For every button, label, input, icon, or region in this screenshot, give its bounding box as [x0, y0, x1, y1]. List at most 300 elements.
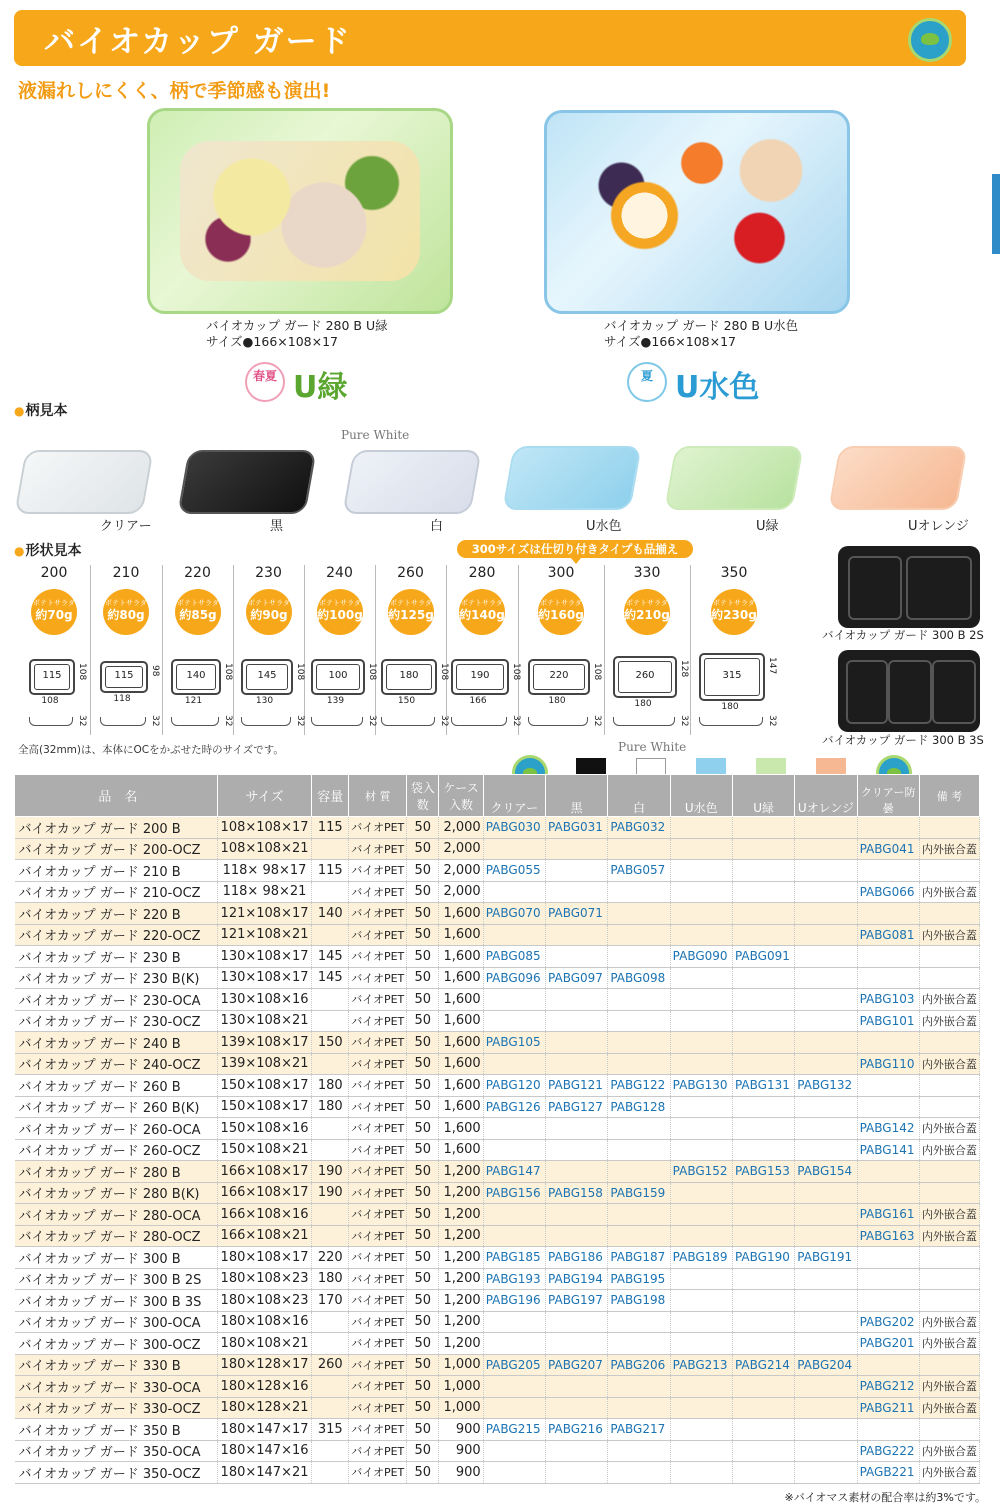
product-name-cell: バイオカップ ガード 330-OCA [15, 1376, 218, 1398]
capacity-value: 約80g [107, 608, 145, 622]
case-qty-cell: 1,000 [439, 1354, 483, 1376]
product-code-cell: PABG201 [857, 1333, 919, 1355]
table-row [15, 1440, 980, 1462]
capacity-value: 約70g [35, 608, 73, 622]
size-cell: 180×108×21 [217, 1333, 312, 1355]
product-code-cell [795, 1096, 857, 1118]
season-icon: 夏 [627, 362, 667, 402]
shape-size: 350 [720, 565, 748, 581]
shape-section-title [14, 540, 81, 560]
size-cell: 130×108×17 [217, 967, 312, 989]
inner-dimension: 145 [246, 664, 288, 690]
size-cell: 121×108×17 [217, 903, 312, 925]
salad-food-image [180, 141, 420, 281]
section-label: 形状見本 [25, 543, 82, 559]
product-code-cell [670, 838, 732, 860]
product-code-cell [670, 1096, 732, 1118]
product-code-cell [857, 903, 919, 925]
product-code-cell [546, 1397, 608, 1419]
product-name: バイオカップ ガード 280 B U水色 [604, 318, 799, 333]
product-code-cell [670, 881, 732, 903]
top-view-outline [381, 659, 437, 695]
table-row [15, 924, 980, 946]
product-code-cell: PABG122 [608, 1075, 670, 1097]
capacity-badge [31, 589, 77, 635]
product-code-cell [732, 1182, 794, 1204]
inner-dimension: 220 [533, 664, 585, 690]
pattern-label: U水色 [586, 519, 622, 534]
product-code-cell: PABG126 [483, 1096, 545, 1118]
product-code-cell: PABG128 [608, 1096, 670, 1118]
case-qty-cell: 1,600 [439, 1053, 483, 1075]
case-qty-cell: 1,200 [439, 1290, 483, 1312]
capacity-cell [312, 1397, 349, 1419]
product-name-cell: バイオカップ ガード 260-OCA [15, 1118, 218, 1140]
size-cell: 166×108×16 [217, 1204, 312, 1226]
table-row [15, 1010, 980, 1032]
top-view-outline [241, 659, 293, 695]
product-code-cell [483, 1225, 545, 1247]
material-cell: バイオPET [349, 1354, 407, 1376]
note-cell [919, 1032, 979, 1054]
product-name-cell: バイオカップ ガード 300 B 2S [15, 1268, 218, 1290]
capacity-cell [312, 924, 349, 946]
sample-u-orange [826, 436, 966, 516]
size-cell: 180×128×17 [217, 1354, 312, 1376]
product-code-cell [732, 881, 794, 903]
size-cell: 180×147×16 [217, 1440, 312, 1462]
table-row [15, 989, 980, 1011]
depth-dimension: 32 [77, 715, 87, 727]
product-code-cell [857, 946, 919, 968]
product-code-cell: PABG189 [670, 1247, 732, 1269]
case-qty-cell: 1,600 [439, 903, 483, 925]
product-code-cell [670, 1053, 732, 1075]
product-code-cell: PABG085 [483, 946, 545, 968]
size-cell: 180×108×23 [217, 1268, 312, 1290]
product-code-cell [670, 1311, 732, 1333]
product-code-cell [857, 967, 919, 989]
product-code-cell [732, 1096, 794, 1118]
material-cell: バイオPET [349, 1225, 407, 1247]
table-row [15, 1290, 980, 1312]
bag-qty-cell: 50 [407, 1354, 439, 1376]
product-code-cell [608, 1462, 670, 1484]
sample-black [175, 440, 315, 520]
product-name-cell: バイオカップ ガード 350-OCA [15, 1440, 218, 1462]
product-code-cell [546, 1333, 608, 1355]
product-code-cell [795, 1333, 857, 1355]
note-cell: 内外嵌合蓋 [919, 1462, 979, 1484]
product-code-cell [670, 1397, 732, 1419]
bag-qty-cell: 50 [407, 1268, 439, 1290]
table-row [15, 1462, 980, 1484]
product-code-cell [670, 1204, 732, 1226]
material-cell: バイオPET [349, 1204, 407, 1226]
product-code-cell: PABG030 [483, 817, 545, 839]
product-name-cell: バイオカップ ガード 200-OCZ [15, 838, 218, 860]
product-code-cell [857, 1096, 919, 1118]
material-cell: バイオPET [349, 1161, 407, 1183]
col-clear: クリアー [483, 775, 545, 817]
capacity-value: 約85g [179, 608, 217, 622]
width-dimension: 118 [113, 694, 131, 704]
case-qty-cell: 1,000 [439, 1397, 483, 1419]
product-code-cell: PABG132 [795, 1075, 857, 1097]
product-code-cell: PABG096 [483, 967, 545, 989]
product-code-cell: PABG197 [546, 1290, 608, 1312]
top-view-outline [699, 653, 765, 701]
shape-sample-240 [304, 565, 376, 735]
capacity-badge [103, 589, 149, 635]
note-cell: 内外嵌合蓋 [919, 838, 979, 860]
note-cell: 内外嵌合蓋 [919, 1440, 979, 1462]
product-code-cell: PABG097 [546, 967, 608, 989]
product-code-cell [795, 1311, 857, 1333]
note-cell: 内外嵌合蓋 [919, 1311, 979, 1333]
product-code-cell [608, 1161, 670, 1183]
product-code-cell: PABG215 [483, 1419, 545, 1441]
product-code-cell [483, 1376, 545, 1398]
shape-sample-330 [604, 565, 691, 735]
height-dimension: 108 [592, 663, 602, 681]
case-qty-cell: 2,000 [439, 838, 483, 860]
product-code-cell [732, 989, 794, 1011]
case-qty-cell: 1,600 [439, 946, 483, 968]
size-cell: 166×108×17 [217, 1182, 312, 1204]
product-code-cell [608, 1010, 670, 1032]
depth-dimension: 32 [679, 715, 689, 727]
product-photo-blue [544, 110, 850, 314]
product-code-cell [546, 1139, 608, 1161]
capacity-value: 約210g [624, 608, 670, 622]
product-code-cell [795, 1032, 857, 1054]
capacity-food: ポテトサラダ [105, 599, 147, 607]
product-code-cell [608, 1311, 670, 1333]
bag-qty-cell: 50 [407, 817, 439, 839]
capacity-cell [312, 1440, 349, 1462]
product-name-cell: バイオカップ ガード 230 B [15, 946, 218, 968]
capacity-value: 約160g [538, 608, 584, 622]
product-code-cell: PABG090 [670, 946, 732, 968]
inner-dimension: 190 [456, 664, 504, 690]
capacity-cell: 315 [312, 1419, 349, 1441]
product-code-cell [857, 1354, 919, 1376]
product-code-cell: PABG032 [608, 817, 670, 839]
bag-qty-cell: 50 [407, 1010, 439, 1032]
case-qty-cell: 2,000 [439, 881, 483, 903]
product-code-cell [732, 1053, 794, 1075]
size-cell: 150×108×21 [217, 1139, 312, 1161]
size-cell: 139×108×21 [217, 1053, 312, 1075]
product-code-cell [670, 1032, 732, 1054]
capacity-cell: 220 [312, 1247, 349, 1269]
shape-size: 240 [326, 565, 353, 581]
height-dimension: 108 [511, 663, 521, 681]
product-code-cell: PABG206 [608, 1354, 670, 1376]
pattern-label: Uオレンジ [908, 519, 969, 534]
product-name-cell: バイオカップ ガード 280-OCZ [15, 1225, 218, 1247]
pattern-section-title [14, 400, 67, 420]
material-cell: バイオPET [349, 1139, 407, 1161]
capacity-cell [312, 1225, 349, 1247]
product-code-cell [608, 1053, 670, 1075]
product-code-cell [795, 1397, 857, 1419]
product-code-cell: PABG190 [732, 1247, 794, 1269]
capacity-food: ポテトサラダ [33, 599, 75, 607]
product-code-cell: PABG213 [670, 1354, 732, 1376]
product-code-cell: PABG110 [857, 1053, 919, 1075]
case-qty-cell: 900 [439, 1462, 483, 1484]
bag-qty-cell: 50 [407, 1118, 439, 1140]
product-code-cell: PABG212 [857, 1376, 919, 1398]
product-code-cell [795, 838, 857, 860]
width-dimension: 180 [721, 702, 739, 712]
width-dimension: 121 [184, 696, 203, 706]
product-code-cell: PABG057 [608, 860, 670, 882]
shape-sample-280 [446, 565, 519, 735]
product-code-cell [795, 1204, 857, 1226]
table-row [15, 838, 980, 860]
capacity-badge [624, 589, 670, 635]
material-cell: バイオPET [349, 1075, 407, 1097]
side-view-outline [29, 717, 73, 726]
product-code-cell: PABG031 [546, 817, 608, 839]
shape-size: 330 [633, 565, 661, 581]
pattern-label: U緑 [756, 519, 779, 534]
product-code-cell [732, 1290, 794, 1312]
product-code-cell [795, 1419, 857, 1441]
product-code-cell [546, 1225, 608, 1247]
product-code-cell [795, 1182, 857, 1204]
material-cell: バイオPET [349, 903, 407, 925]
side-view-outline [171, 717, 219, 726]
vegetable-food-image [587, 133, 817, 283]
shape-sample-230 [233, 565, 305, 735]
product-name-cell: バイオカップ ガード 200 B [15, 817, 218, 839]
product-code-cell: PABG091 [732, 946, 794, 968]
product-code-cell: PABG142 [857, 1118, 919, 1140]
side-tab [992, 174, 1000, 254]
product-code-cell: PABG158 [546, 1182, 608, 1204]
product-name-cell: バイオカップ ガード 210-OCZ [15, 881, 218, 903]
material-cell: バイオPET [349, 838, 407, 860]
product-code-cell: PABG131 [732, 1075, 794, 1097]
product-code-cell: PABG154 [795, 1161, 857, 1183]
product-code-cell [795, 1268, 857, 1290]
capacity-cell: 190 [312, 1182, 349, 1204]
top-view-outline [311, 659, 365, 695]
top-view-outline [29, 659, 75, 695]
size-cell: 108×108×17 [217, 817, 312, 839]
product-code-cell [732, 1225, 794, 1247]
product-code-cell [546, 924, 608, 946]
product-code-cell: PABG187 [608, 1247, 670, 1269]
season-color-name: U水色 [675, 370, 760, 405]
product-code-cell [857, 1075, 919, 1097]
table-row [15, 1204, 980, 1226]
product-code-cell [670, 1462, 732, 1484]
shape-sample-200 [18, 565, 91, 735]
col-bag-qty: 袋入数 [407, 775, 439, 817]
product-code-cell: PABG198 [608, 1290, 670, 1312]
product-code-cell [732, 1397, 794, 1419]
product-caption-blue [604, 318, 798, 350]
depth-dimension: 32 [367, 715, 377, 727]
inner-dimension: 260 [618, 661, 672, 693]
capacity-cell: 180 [312, 1075, 349, 1097]
side-view-outline [241, 717, 291, 726]
product-name-cell: バイオカップ ガード 300 B [15, 1247, 218, 1269]
table-row [15, 1225, 980, 1247]
table-row [15, 817, 980, 839]
product-code-cell [857, 1290, 919, 1312]
product-code-cell: PABG207 [546, 1354, 608, 1376]
product-code-cell [483, 1053, 545, 1075]
note-cell: 内外嵌合蓋 [919, 1333, 979, 1355]
product-code-cell [795, 1010, 857, 1032]
product-code-cell: PABG141 [857, 1139, 919, 1161]
note-cell: 内外嵌合蓋 [919, 924, 979, 946]
product-code-cell [732, 1311, 794, 1333]
table-row [15, 1247, 980, 1269]
shape-size: 280 [468, 565, 496, 581]
product-caption-green [206, 318, 388, 350]
case-qty-cell: 1,600 [439, 1010, 483, 1032]
product-code-cell [732, 838, 794, 860]
bag-qty-cell: 50 [407, 1225, 439, 1247]
material-cell: バイオPET [349, 1118, 407, 1140]
product-code-cell [483, 1118, 545, 1140]
bag-qty-cell: 50 [407, 1333, 439, 1355]
size-cell: 180×108×23 [217, 1290, 312, 1312]
product-code-cell [546, 838, 608, 860]
product-code-cell [670, 1268, 732, 1290]
product-code-cell [795, 1462, 857, 1484]
table-row [15, 1139, 980, 1161]
product-code-cell: PAGB221 [857, 1462, 919, 1484]
size-cell: 166×108×21 [217, 1225, 312, 1247]
product-code-cell [670, 989, 732, 1011]
top-view-outline [613, 656, 677, 698]
table-row [15, 1268, 980, 1290]
product-code-cell: PABG130 [670, 1075, 732, 1097]
depth-dimension: 32 [592, 715, 602, 727]
product-code-cell [483, 1311, 545, 1333]
material-cell: バイオPET [349, 1053, 407, 1075]
product-code-cell [608, 1118, 670, 1140]
capacity-cell: 150 [312, 1032, 349, 1054]
col-u-green: U緑 [732, 775, 794, 817]
product-code-cell: PABG081 [857, 924, 919, 946]
note-cell [919, 1268, 979, 1290]
side-view-outline [613, 717, 675, 726]
depth-dimension: 32 [223, 715, 233, 727]
capacity-food: ポテトサラダ [461, 599, 503, 607]
width-dimension: 180 [548, 696, 566, 706]
product-code-cell [670, 1419, 732, 1441]
product-code-cell [546, 1053, 608, 1075]
col-note: 備 考 [919, 775, 979, 817]
size-cell: 180×147×17 [217, 1419, 312, 1441]
product-code-cell [857, 1182, 919, 1204]
size-cell: 150×108×17 [217, 1096, 312, 1118]
case-qty-cell: 1,600 [439, 1139, 483, 1161]
product-name-cell: バイオカップ ガード 280 B(K) [15, 1182, 218, 1204]
product-name-cell: バイオカップ ガード 300 B 3S [15, 1290, 218, 1312]
capacity-cell: 180 [312, 1096, 349, 1118]
product-code-cell: PABG055 [483, 860, 545, 882]
col-capacity: 容量 [312, 775, 349, 817]
col-case-qty: ケース入数 [439, 775, 483, 817]
material-cell: バイオPET [349, 1419, 407, 1441]
product-code-cell [608, 1397, 670, 1419]
capacity-cell: 115 [312, 860, 349, 882]
product-code-cell: PABG196 [483, 1290, 545, 1312]
product-code-cell [670, 1333, 732, 1355]
shape-sample-300 [518, 565, 605, 735]
capacity-cell: 115 [312, 817, 349, 839]
product-name-cell: バイオカップ ガード 300-OCZ [15, 1333, 218, 1355]
bag-qty-cell: 50 [407, 1376, 439, 1398]
season-icon: 春夏 [245, 362, 285, 402]
col-black: 黒 [546, 775, 608, 817]
product-code-cell: PABG156 [483, 1182, 545, 1204]
product-code-cell [857, 1419, 919, 1441]
product-code-cell [608, 881, 670, 903]
table-row [15, 1161, 980, 1183]
bag-qty-cell: 50 [407, 881, 439, 903]
product-name-cell: バイオカップ ガード 260 B [15, 1075, 218, 1097]
divided-2s-label: バイオカップ ガード 300 B 2S [822, 628, 984, 642]
product-code-cell [670, 817, 732, 839]
product-size: サイズ●166×108×17 [206, 334, 338, 349]
product-code-cell [795, 946, 857, 968]
product-code-cell [732, 1462, 794, 1484]
note-cell: 内外嵌合蓋 [919, 1139, 979, 1161]
note-cell: 内外嵌合蓋 [919, 1397, 979, 1419]
material-cell: バイオPET [349, 817, 407, 839]
height-dimension: 128 [679, 660, 689, 678]
product-code-cell [732, 967, 794, 989]
product-code-cell [483, 1010, 545, 1032]
capacity-cell [312, 838, 349, 860]
width-dimension: 130 [255, 696, 274, 706]
shape-size: 300 [547, 565, 575, 581]
product-name: バイオカップ ガード 280 B U緑 [206, 318, 388, 333]
product-code-cell: PABG071 [546, 903, 608, 925]
product-code-cell [546, 881, 608, 903]
note-cell [919, 1354, 979, 1376]
product-name-cell: バイオカップ ガード 280-OCA [15, 1204, 218, 1226]
height-dimension: 108 [295, 663, 305, 681]
product-code-cell: PABG098 [608, 967, 670, 989]
capacity-cell [312, 989, 349, 1011]
case-qty-cell: 1,200 [439, 1182, 483, 1204]
product-code-cell [546, 1161, 608, 1183]
note-cell [919, 1419, 979, 1441]
inner-dimension: 315 [704, 658, 760, 696]
product-code-cell: PABG101 [857, 1010, 919, 1032]
product-code-cell [546, 989, 608, 1011]
product-code-cell [795, 1139, 857, 1161]
capacity-value: 約230g [711, 608, 757, 622]
product-code-cell [483, 1440, 545, 1462]
product-code-cell [546, 1440, 608, 1462]
note-cell [919, 1075, 979, 1097]
note-cell [919, 1182, 979, 1204]
inner-dimension: 140 [176, 664, 216, 690]
